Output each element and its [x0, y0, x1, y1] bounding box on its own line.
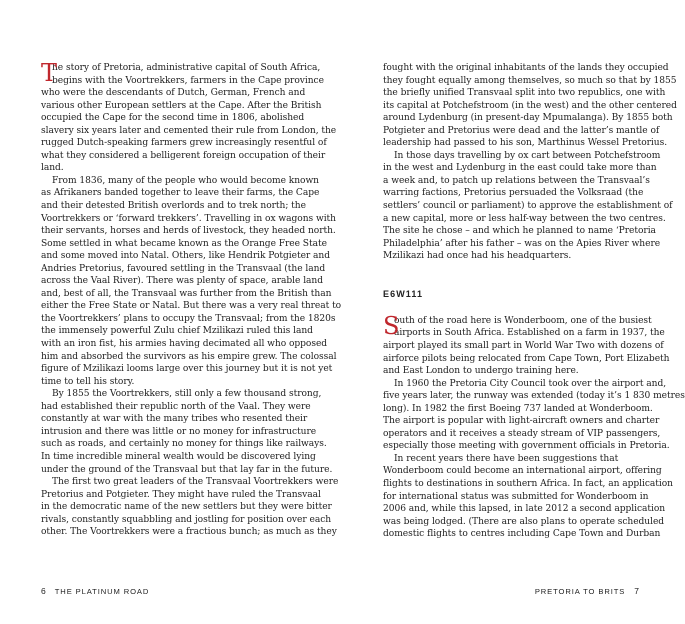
paragraph-line: In 1960 the Pretoria City Council took over the airport and,: [394, 378, 667, 389]
paragraph-line: The airport is popular with light-aircraft owners and charter: [383, 416, 660, 427]
paragraph-line: the Voortrekkers’ plans to occupy the Transvaal; from the 1820s: [41, 313, 336, 324]
paragraph-line: Mzilikazi had once had his headquarters.: [383, 251, 572, 262]
paragraph-line: across the Vaal River). There was plenty of space, arable land: [41, 276, 324, 287]
paragraph-line: The first two great leaders of the Transvaal Voortrekkers were: [52, 477, 339, 488]
paragraph-line: leadership had passed to his son, Marthinus Wessel Pretorius.: [383, 138, 668, 149]
paragraph-line: In time incredible mineral wealth would be discovered lying: [41, 451, 316, 462]
page-number: 6: [41, 586, 46, 596]
paragraph-line: and some moved into Natal. Others, like Hendrik Potgieter and: [41, 251, 330, 262]
paragraph-line: From 1836, many of the people who would become known: [52, 175, 319, 186]
paragraph-line: a new capital, more or less half-way between the two centres.: [383, 213, 666, 224]
paragraph-line: and East London to undergo training here.: [383, 366, 579, 377]
paragraph-line: The site he chose – and which he planned to name ‘Pretoria: [383, 226, 656, 237]
paragraph-line: they fought equally among themselves, so much so that by 1855: [383, 75, 677, 86]
right-page-footer: [535, 586, 639, 596]
right-page-body: [383, 62, 685, 541]
paragraph-line: Potgieter and Pretorius were dead and the latter’s mantle of: [383, 125, 660, 136]
paragraph-line: other. The Voortrekkers were a fractious bunch; as much as they: [41, 527, 337, 538]
paragraph-line: especially those meeting with government officials in Pretoria.: [383, 441, 670, 452]
left-page-footer: [41, 586, 149, 596]
paragraph-line: In recent years there have been suggestions that: [394, 453, 619, 464]
paragraph-line: was being lodged. (There are also plans to operate scheduled: [383, 516, 665, 527]
paragraph-line: domestic flights to centres including Cape Town and Durban: [383, 529, 661, 540]
paragraph-line: In those days travelling by ox cart between Potchefstroom: [394, 150, 661, 161]
paragraph-line: Voortrekkers or ‘forward trekkers’. Travelling in ox wagons with: [41, 213, 336, 224]
paragraph-line: rivals, constantly squabbling and jostling for position over each: [41, 514, 332, 525]
paragraph-line: begins with the Voortrekkers, farmers in the Cape province: [52, 75, 324, 86]
paragraph-line: fought with the original inhabitants of the lands they occupied: [383, 63, 669, 73]
paragraph-line: intrusion and there was little or no money for infrastructure: [41, 426, 317, 437]
paragraph-line: various other European settlers at the Cape. After the British: [41, 100, 322, 111]
paragraph-line: T he story of Pretoria, administrative capital of South Africa,: [41, 59, 321, 87]
paragraph-line: Pretorius and Potgieter. They might have ruled the Transvaal: [41, 489, 321, 500]
paragraph-line: airport played its small part in World War Two with dozens of: [383, 340, 664, 351]
paragraph-line: its capital at Potchefstroom (in the west) and the other centered: [383, 100, 677, 111]
paragraph-line: airforce pilots being relocated from Cape Town, Port Elizabeth: [383, 353, 670, 364]
paragraph-line: with an iron fist, his armies having decimated all who opposed: [41, 339, 328, 350]
paragraph-line: warring factions, Pretorius persuaded the Volksraad (the: [383, 188, 644, 199]
paragraph-line: the immensely powerful Zulu chief Mzilikazi ruled this land: [41, 326, 313, 337]
paragraph-line: operators and it receives a steady stream of VIP passengers,: [383, 428, 661, 439]
paragraph-line: what they considered a belligerent foreign occupation of their: [41, 150, 326, 161]
paragraph-line: five years later, the runway was extended (today it’s 1 830 metres: [383, 391, 685, 402]
drop-cap: S: [383, 311, 400, 340]
paragraph-line: time to tell his story.: [41, 376, 135, 387]
paragraph-line: Andries Pretorius, favoured settling in the Transvaal (the land: [41, 263, 326, 274]
page-number: 7: [634, 586, 639, 596]
paragraph-line: as Afrikaners banded together to leave their farms, the Cape: [41, 188, 320, 199]
running-title: PRETORIA TO BRITS: [534, 587, 626, 596]
paragraph-line: airports in South Africa. Established on a farm in 1937, the: [394, 328, 665, 339]
paragraph-line: Some settled in what became known as the Orange Free State: [41, 238, 327, 249]
paragraph-line: rugged Dutch-speaking farmers grew increasingly resentful of: [41, 138, 327, 149]
paragraph-line: him and absorbed the survivors as his empire grew. The colossal: [41, 351, 337, 362]
paragraph-line: flights to destinations in southern Africa. In fact, an application: [383, 479, 673, 489]
paragraph-line: the briefly unified Transvaal split into two republics, one with: [383, 88, 666, 99]
paragraph-line: constantly at war with the many tribes who resented their: [41, 414, 308, 425]
paragraph-line: their servants, horses and herds of livestock, they headed north.: [41, 226, 336, 237]
paragraph-line: and, best of all, the Transvaal was further from the British than: [41, 288, 332, 299]
paragraph-line: settlers’ council or parliament) to approve the establishment of: [383, 201, 673, 212]
paragraph-line: Wonderboom could become an international airport, offering: [383, 466, 662, 477]
left-page-body: [41, 59, 342, 539]
paragraph-line: who were the descendants of Dutch, German, French and: [41, 88, 306, 99]
paragraph-line: By 1855 the Voortrekkers, still only a few thousand strong,: [52, 389, 322, 400]
paragraph-line: a week and, to patch up relations between the Transvaal’s: [383, 175, 650, 186]
paragraph-line: had established their republic north of the Vaal. They were: [41, 401, 311, 412]
paragraph-line: occupied the Cape for the second time in 1806, abolished: [41, 113, 305, 124]
paragraph-line: S outh of the road here is Wonderboom, one of the busiest: [383, 311, 652, 340]
paragraph-line: slavery six years later and cemented their rule from London, the: [41, 125, 337, 136]
paragraph-line: 2006 and, while this lapsed, in late 2012 a second application: [383, 504, 666, 515]
paragraph-line: for international status was submitted for Wonderboom in: [383, 491, 649, 502]
paragraph-line: and their detested British overlords and to trek north; the: [41, 201, 306, 212]
paragraph-line: under the ground of the Transvaal but that lay far in the future.: [41, 464, 333, 475]
paragraph-line: in the democratic name of the new settlers but they were bitter: [41, 502, 332, 513]
paragraph-line: land.: [41, 163, 64, 174]
paragraph-line: around Lydenburg (in present-day Mpumalanga). By 1855 both: [383, 113, 673, 124]
running-title: THE PLATINUM ROAD: [54, 587, 150, 596]
section-heading: E6W111: [383, 288, 424, 299]
paragraph-line: either the Free State or Natal. But there was a very real threat to: [41, 301, 342, 312]
paragraph-line: such as roads, and certainly no money for things like railways.: [41, 439, 327, 450]
drop-cap: T: [41, 59, 57, 87]
paragraph-line: long). In 1982 the first Boeing 737 landed at Wonderboom.: [383, 403, 653, 414]
paragraph-line: Philadelphia’ after his father – was on the Apies River where: [383, 238, 661, 249]
paragraph-line: figure of Mzilikazi looms large over this journey but it is not yet: [41, 364, 333, 375]
paragraph-line: in the west and Lydenburg in the east could take more than: [383, 163, 657, 174]
